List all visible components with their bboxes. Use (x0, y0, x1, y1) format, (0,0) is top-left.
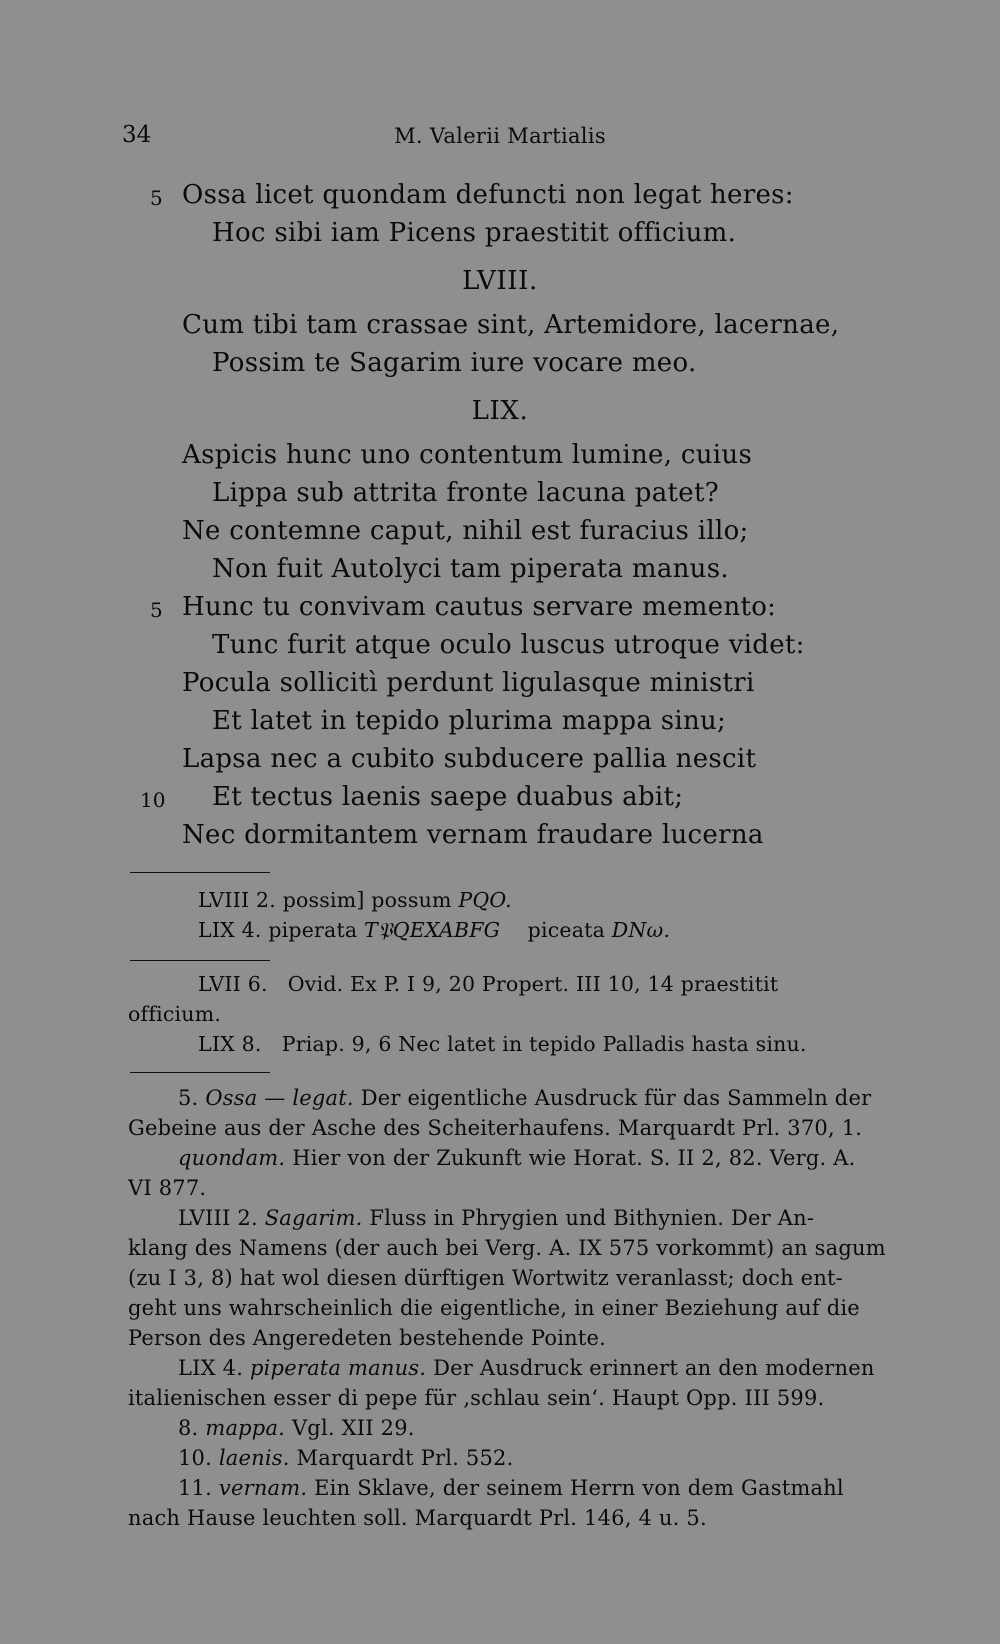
page-number: 34 (122, 122, 152, 148)
commentary-divider (130, 1072, 270, 1073)
apparatus-entry (198, 888, 512, 912)
testimonia-line: LIX 8. Priap. 9, 6 Nec latet in tepido Palladis hasta sinu. (198, 1032, 807, 1056)
commentary-entry (178, 1446, 514, 1470)
commentary-ref: LIX 4. (178, 1356, 244, 1380)
commentary-text: Ein Sklave, der seinem Herrn von dem Gastmahl (314, 1476, 844, 1500)
apparatus-ref: LIX 4. (198, 918, 262, 942)
line-number: 5 (150, 186, 163, 210)
verse-line: Ne contemne caput, nihil est furacius illo; (182, 516, 749, 546)
commentary-text: Fluss in Phrygien und Bithynien. Der An- (369, 1206, 815, 1230)
verse-line: Lapsa nec a cubito subducere pallia nescit (182, 744, 757, 774)
apparatus-sigla: DNω. (611, 918, 671, 942)
commentary-lemma: quondam. (178, 1146, 286, 1170)
line-number: 5 (150, 598, 163, 622)
epigram-heading: LIX. (471, 396, 529, 426)
verse-line: Cum tibi tam crassae sint, Artemidore, lacernae, (182, 310, 840, 340)
verse-line: Lippa sub attrita fronte lacuna patet? (212, 478, 719, 508)
verse-line: Et latet in tepido plurima mappa sinu; (212, 706, 727, 736)
commentary-line: nach Hause leuchten soll. Marquardt Prl. 146, 4 u. 5. (128, 1506, 707, 1530)
commentary-ref: 8. (178, 1416, 199, 1440)
commentary-ref: LVIII 2. (178, 1206, 258, 1230)
verse-line: Non fuit Autolyci tam piperata manus. (212, 554, 729, 584)
commentary-entry (178, 1356, 875, 1380)
commentary-lemma: Ossa — legat. (205, 1086, 354, 1110)
verse-line: Hunc tu convivam cautus servare memento: (182, 592, 777, 622)
line-number: 10 (140, 788, 166, 812)
commentary-ref: 10. (178, 1446, 212, 1470)
apparatus-sigla: T𝔓QEXABFG (364, 918, 501, 942)
commentary-lemma: piperata manus. (250, 1356, 427, 1380)
commentary-text: Vgl. XII 29. (291, 1416, 415, 1440)
apparatus-divider (130, 872, 270, 873)
commentary-line: Person des Angeredeten bestehende Pointe. (128, 1326, 607, 1350)
verse-line: Hoc sibi iam Picens praestitit officium. (212, 218, 737, 248)
running-head (0, 122, 1000, 152)
commentary-text: Marquardt Prl. 552. (296, 1446, 514, 1470)
commentary-ref: 5. (178, 1086, 199, 1110)
commentary-text: Hier von der Zukunft wie Horat. S. II 2, 82. Verg. A. (292, 1146, 856, 1170)
commentary-lemma: vernam. (218, 1476, 308, 1500)
commentary-line: (zu I 3, 8) hat wol diesen dürftigen Wortwitz veranlasst; doch ent- (128, 1266, 843, 1290)
commentary-ref: 11. (178, 1476, 212, 1500)
verse-line: Aspicis hunc uno contentum lumine, cuius (182, 440, 753, 470)
verse-line: Ossa licet quondam defuncti non legat heres: (182, 180, 794, 210)
epigram-heading: LVIII. (462, 266, 538, 296)
apparatus-text: piperata (268, 918, 358, 942)
commentary-line: Gebeine aus der Asche des Scheiterhaufens. Marquardt Prl. 370, 1. (128, 1116, 863, 1140)
apparatus-sigla: PQO. (458, 888, 512, 912)
commentary-text: Der Ausdruck erinnert an den modernen (433, 1356, 875, 1380)
verse-line: Possim te Sagarim iure vocare meo. (212, 348, 697, 378)
commentary-lemma: mappa. (205, 1416, 286, 1440)
commentary-lemma: Sagarim. (264, 1206, 363, 1230)
commentary-entry (178, 1146, 856, 1170)
apparatus-variant: piceata (527, 918, 606, 942)
testimonia-line: LVII 6. Ovid. Ex P. I 9, 20 Propert. III 10, 14 praestitit (198, 972, 779, 996)
verse-line: Nec dormitantem vernam fraudare lucerna (182, 820, 764, 850)
commentary-line: VI 877. (128, 1176, 207, 1200)
commentary-entry (178, 1086, 871, 1110)
commentary-line: klang des Namens (der auch bei Verg. A. IX 575 vorkommt) an sagum (128, 1236, 886, 1260)
commentary-lemma: laenis. (218, 1446, 290, 1470)
verse-line: Tunc furit atque oculo luscus utroque videt: (212, 630, 805, 660)
commentary-entry (178, 1416, 415, 1440)
commentary-entry (178, 1476, 844, 1500)
commentary-line: geht uns wahrscheinlich die eigentliche, in einer Beziehung auf die (128, 1296, 860, 1320)
testimonia-divider (130, 960, 270, 961)
commentary-line: italienischen esser di pepe für ‚schlau sein‘. Haupt Opp. III 599. (128, 1386, 825, 1410)
verse-line: Et tectus laenis saepe duabus abit; (212, 782, 684, 812)
commentary-entry (178, 1206, 814, 1230)
commentary-text: Der eigentliche Ausdruck für das Sammeln der (360, 1086, 872, 1110)
running-title: M. Valerii Martialis (394, 124, 606, 148)
apparatus-text: possim] possum (282, 888, 452, 912)
verse-line: Pocula sollicitì perdunt ligulasque ministri (182, 668, 755, 698)
apparatus-ref: LVIII 2. (198, 888, 276, 912)
apparatus-entry (198, 918, 670, 943)
testimonia-line: officium. (128, 1002, 222, 1026)
